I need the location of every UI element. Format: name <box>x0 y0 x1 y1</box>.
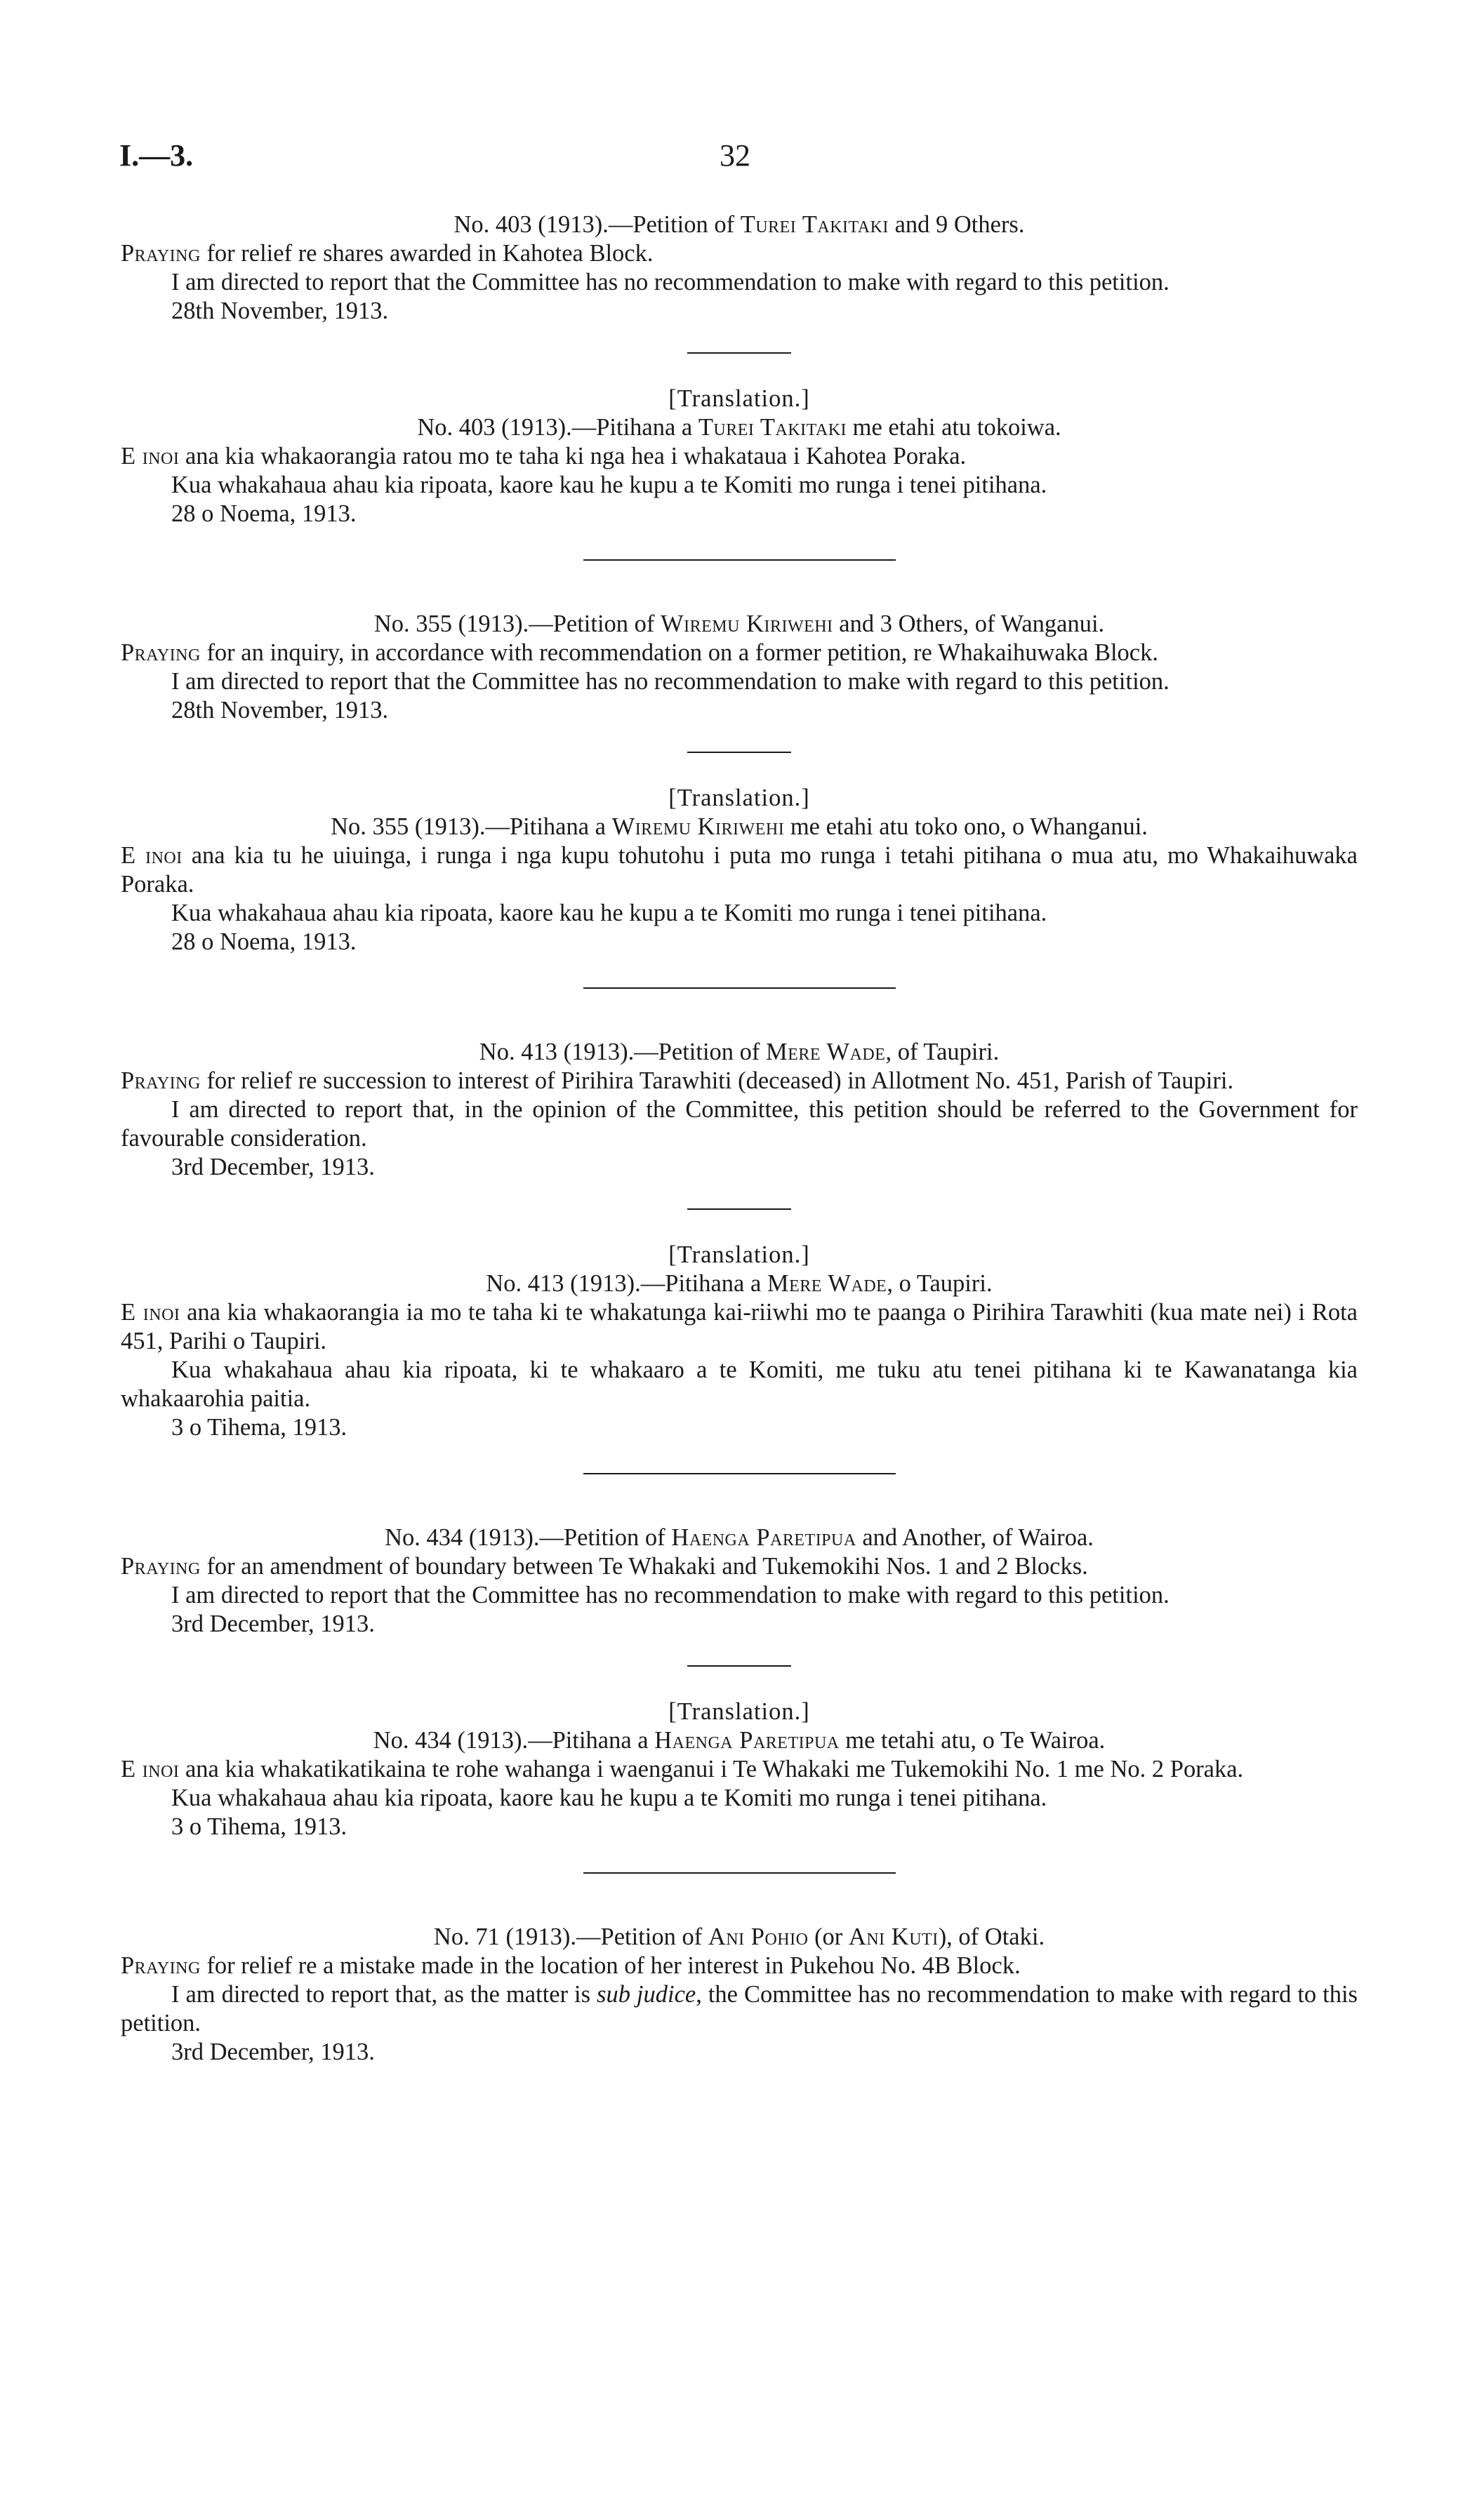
translation-date: 3 o Tihema, 1913. <box>171 1414 347 1441</box>
petition-section <box>121 610 1358 725</box>
committee-report: I am directed to report that the Committee has no recommendation to make with regard to this petition. <box>171 1582 1170 1608</box>
report-date: 3rd December, 1913. <box>171 1154 375 1180</box>
report-date: 3rd December, 1913. <box>171 1611 375 1637</box>
petition-prayer: Praying for relief re succession to interest of Pirihira Tarawhiti (deceased) in Allotment No. 451, Parish of Taupiri. <box>121 1067 1234 1094</box>
translation-title: No. 403 (1913).—Pitihana a Turei Takitaki me etahi atu tokoiwa. <box>417 414 1061 441</box>
translation-section <box>121 1241 1358 1442</box>
translation-report: Kua whakahaua ahau kia ripoata, kaore kau he kupu a te Komiti mo runga i tenei pitihana. <box>171 900 1047 926</box>
translation-prayer: E inoi ana kia tu he uiuinga, i runga i nga kupu tohutohu i puta mo runga i tetahi pitihana o mua atu, mo Whakaihuwaka Poraka. <box>121 842 1358 898</box>
translation-date: 3 o Tihema, 1913. <box>171 1813 347 1840</box>
translation-section <box>121 385 1358 528</box>
translation-heading: [Translation.] <box>668 1698 810 1725</box>
translation-section <box>121 784 1358 956</box>
report-date: 28th November, 1913. <box>171 298 389 324</box>
report-date: 28th November, 1913. <box>171 697 389 724</box>
petition-section <box>121 1923 1358 2067</box>
translation-section <box>121 1698 1358 1841</box>
petition-prayer: Praying for an inquiry, in accordance with recommendation on a former petition, re Whakaihuwaka Block. <box>121 639 1158 666</box>
petition-section <box>121 1524 1358 1639</box>
translation-prayer: E inoi ana kia whakaorangia ratou mo te taha ki nga hea i whakataua i Kahotea Poraka. <box>121 443 967 469</box>
petition-title: No. 434 (1913).—Petition of Haenga Paretipua and Another, of Wairoa. <box>385 1524 1094 1551</box>
translation-prayer: E inoi ana kia whakatikatikaina te rohe wahanga i waenganui i Te Whakaki me Tukemokihi No. 1 me No. 2 Poraka. <box>121 1756 1244 1782</box>
committee-report: I am directed to report that the Committee has no recommendation to make with regard to this petition. <box>171 269 1170 295</box>
petition-title: No. 355 (1913).—Petition of Wiremu Kiriwehi and 3 Others, of Wanganui. <box>373 611 1105 637</box>
petition-title: No. 403 (1913).—Petition of Turei Takitaki and 9 Others. <box>453 211 1025 238</box>
page-number: 32 <box>720 138 750 173</box>
translation-report: Kua whakahaua ahau kia ripoata, ki te whakaaro a te Komiti, me tuku atu tenei pitihana ki te Kawanatanga kia whakaarohia paitia. <box>121 1356 1358 1412</box>
petition-title: No. 413 (1913).—Petition of Mere Wade, of Taupiri. <box>479 1039 1000 1065</box>
report-date: 3rd December, 1913. <box>171 2039 375 2065</box>
translation-date: 28 o Noema, 1913. <box>171 500 357 527</box>
committee-report: I am directed to report that, in the opinion of the Committee, this petition should be referred to the Government for favourable consideration. <box>121 1096 1358 1152</box>
petition-title: No. 71 (1913).—Petition of Ani Pohio (or Ani Kuti), of Otaki. <box>433 1924 1045 1950</box>
translation-title: No. 413 (1913).—Pitihana a Mere Wade, o Taupiri. <box>486 1270 993 1297</box>
translation-title: No. 355 (1913).—Pitihana a Wiremu Kiriwehi me etahi atu toko ono, o Whanganui. <box>331 813 1148 840</box>
translation-heading: [Translation.] <box>668 1241 810 1268</box>
page-content <box>121 211 1358 2067</box>
translation-report: Kua whakahaua ahau kia ripoata, kaore kau he kupu a te Komiti mo runga i tenei pitihana. <box>171 472 1047 498</box>
petition-section <box>121 211 1358 326</box>
translation-prayer: E inoi ana kia whakaorangia ia mo te taha ki te whakatunga kai-riiwhi mo te paanga o Pirihira Tarawhiti (kua mate nei) i Rota 451, Parihi o Taupiri. <box>121 1299 1358 1354</box>
translation-title: No. 434 (1913).—Pitihana a Haenga Paretipua me tetahi atu, o Te Wairoa. <box>373 1727 1106 1754</box>
committee-report: I am directed to report that, as the matter is sub judice, the Committee has no recommendation to make with regard to this petition. <box>121 1981 1358 2036</box>
committee-report: I am directed to report that the Committee has no recommendation to make with regard to this petition. <box>171 668 1170 695</box>
translation-report: Kua whakahaua ahau kia ripoata, kaore kau he kupu a te Komiti mo runga i tenei pitihana. <box>171 1785 1047 1811</box>
document-reference: I.—3. <box>119 138 194 173</box>
petition-prayer: Praying for an amendment of boundary between Te Whakaki and Tukemokihi Nos. 1 and 2 Blocks. <box>121 1553 1088 1580</box>
translation-heading: [Translation.] <box>668 385 810 412</box>
translation-heading: [Translation.] <box>668 785 810 811</box>
petition-prayer: Praying for relief re a mistake made in the location of her interest in Pukehou No. 4B Block. <box>121 1952 1021 1979</box>
petition-section <box>121 1038 1358 1182</box>
translation-date: 28 o Noema, 1913. <box>171 928 357 955</box>
petition-prayer: Praying for relief re shares awarded in Kahotea Block. <box>121 240 654 267</box>
